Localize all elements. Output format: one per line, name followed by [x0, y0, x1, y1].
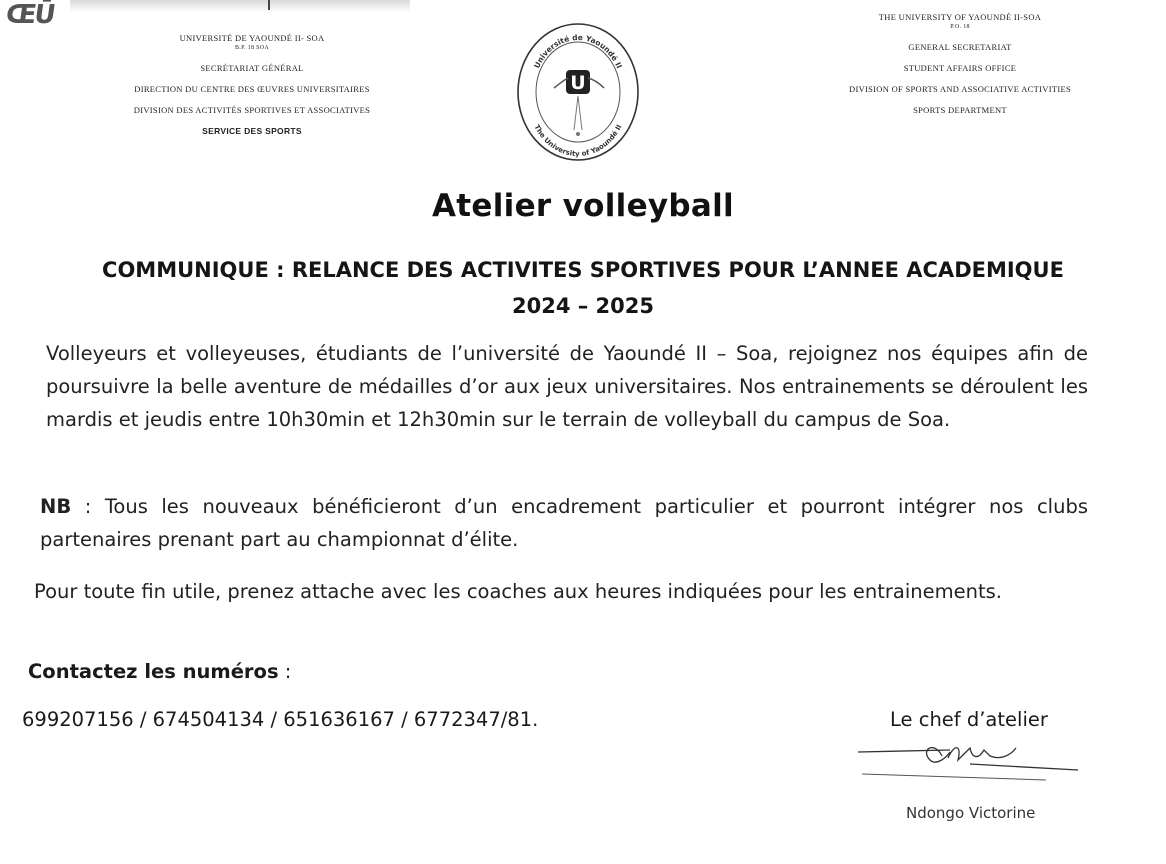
contact-heading: [28, 660, 291, 683]
paragraph-contact-coaches: Pour toute fin utile, prenez attache avec les coaches aux heures indiquées pour les entrainements.: [34, 580, 1002, 603]
seal-bottom-text: The University of Yaoundé II: [532, 123, 624, 159]
seal-center-letter: U: [570, 72, 586, 94]
header-left-line5: DIVISION DES ACTIVITÉS SPORTIVES ET ASSOCIATIVES: [133, 105, 371, 115]
header-left-line3: SECRÉTARIAT GÉNÉRAL: [200, 63, 304, 73]
handwritten-signature: [850, 730, 1090, 800]
nb-label: NB: [40, 495, 72, 518]
nb-text: : Tous les nouveaux bénéficieront d’un encadrement particulier et pourront intégrer nos clubs partenaires prenant part au championnat d’élite.: [40, 495, 1088, 551]
header-right-line1: THE UNIVERSITY OF YAOUNDÉ II-SOA: [878, 12, 1042, 22]
header-right-line2: P.O. 18: [950, 24, 970, 30]
header-left-french: [82, 33, 422, 147]
torn-edge-tick: [268, 0, 270, 10]
subtitle-line2: 2024 – 2025: [511, 294, 655, 318]
header-left-line2: B.P. 18 SOA: [235, 45, 269, 51]
paragraph-nb: [40, 490, 1088, 556]
header-right-english: [790, 12, 1130, 126]
communique-subtitle: [40, 252, 1126, 324]
signature-title: Le chef d’atelier: [890, 708, 1048, 731]
torn-edge-strip: [70, 0, 410, 12]
contact-label-suffix: :: [278, 660, 292, 683]
header-right-line4: STUDENT AFFAIRS OFFICE: [903, 63, 1017, 73]
header-right-line5: DIVISION OF SPORTS AND ASSOCIATIVE ACTIVITIES: [849, 84, 1071, 94]
header-right-line3: GENERAL SECRETARIAT: [908, 42, 1012, 52]
header-left-line1: UNIVERSITÉ DE YAOUNDÉ II- SOA: [179, 33, 325, 43]
document-title: Atelier volleyball: [432, 188, 734, 224]
corner-logo-mark: ŒŪ: [3, 0, 56, 30]
header-left-line6: SERVICE DES SPORTS: [202, 126, 302, 136]
phone-numbers: 699207156 / 674504134 / 651636167 / 6772347/81.: [22, 708, 539, 731]
header-left-line4: DIRECTION DU CENTRE DES ŒUVRES UNIVERSITAIRES: [134, 84, 370, 94]
university-seal: [512, 18, 644, 166]
header-right-line6: SPORTS DEPARTMENT: [913, 105, 1007, 115]
corner-logo: [0, 0, 80, 40]
signer-name: Ndongo Victorine: [906, 804, 1036, 822]
seal-top-text: Université de Yaoundé II: [532, 32, 624, 70]
subtitle-line1: COMMUNIQUE : RELANCE DES ACTIVITES SPORTIVES POUR L’ANNEE ACADEMIQUE: [102, 258, 1064, 282]
contact-label: Contactez les numéros: [28, 660, 279, 683]
paragraph-invitation: Volleyeurs et volleyeuses, étudiants de l’université de Yaoundé II – Soa, rejoignez nos équipes afin de poursuivre la belle aventure de médailles d’or aux jeux universitaires. Nos entrainements se déroulent les mardis et jeudis entre 10h30min et 12h30min sur le terrain de volleyball du campus de Soa.: [46, 342, 1088, 431]
